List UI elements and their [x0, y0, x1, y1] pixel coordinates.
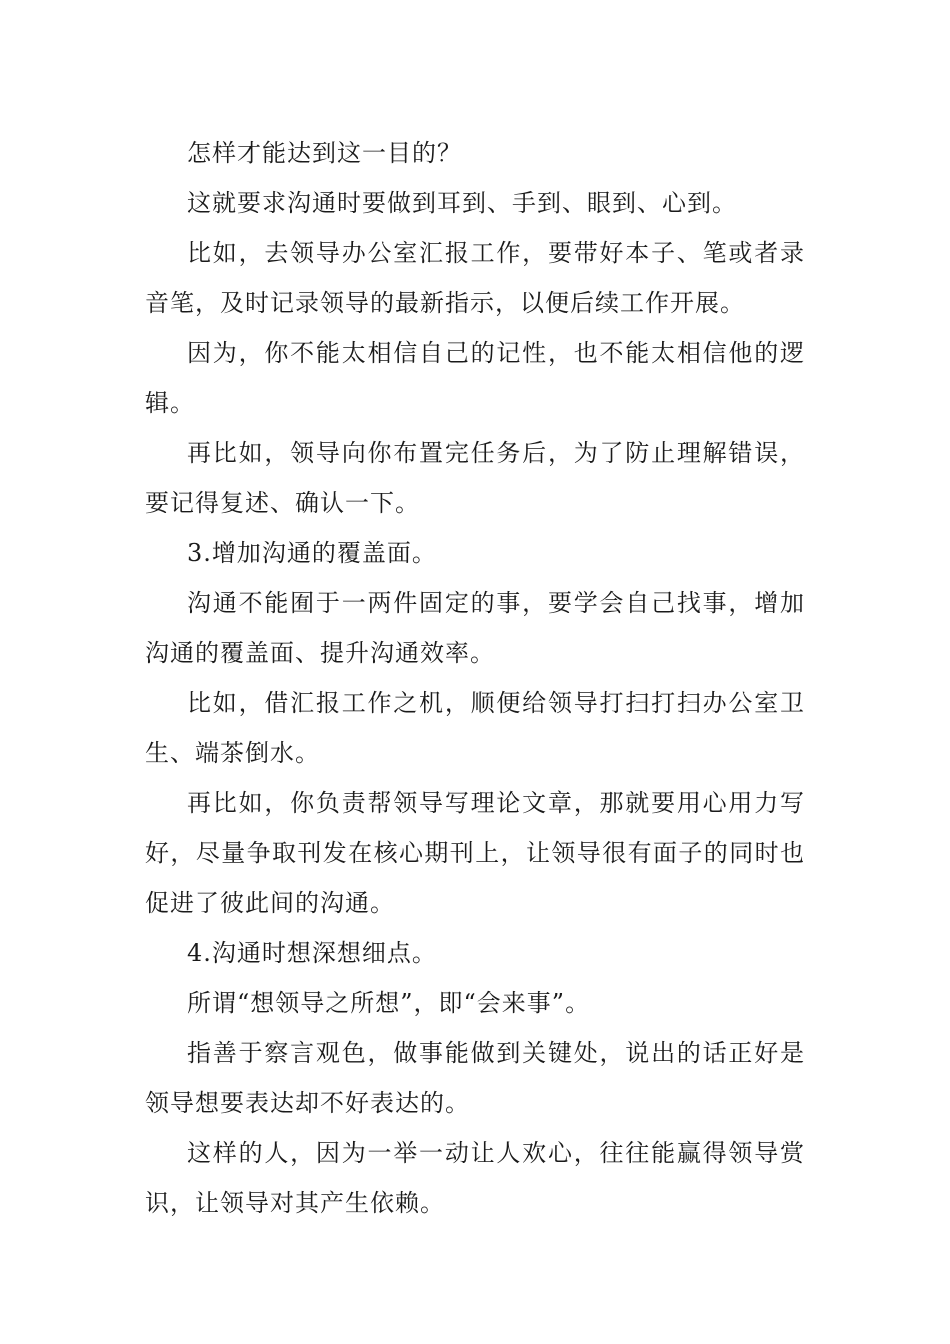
paragraph: 再比如，你负责帮领导写理论文章，那就要用心用力写好，尽量争取刊发在核心期刊上，让领导很有面子的同时也促进了彼此间的沟通。: [145, 789, 805, 917]
paragraph: 怎样才能达到这一目的？: [187, 139, 462, 167]
section-heading: 3.增加沟通的覆盖面。: [187, 539, 437, 567]
paragraph: 因为，你不能太相信自己的记性，也不能太相信他的逻辑。: [145, 339, 805, 417]
paragraph: 沟通不能囿于一两件固定的事，要学会自己找事，增加沟通的覆盖面、提升沟通效率。: [145, 589, 805, 667]
paragraph: 指善于察言观色，做事能做到关键处，说出的话正好是领导想要表达却不好表达的。: [145, 1039, 805, 1117]
paragraph: 再比如，领导向你布置完任务后，为了防止理解错误，要记得复述、确认一下。: [145, 439, 805, 517]
paragraph: 这样的人，因为一举一动让人欢心，往往能赢得领导赏识，让领导对其产生依赖。: [145, 1139, 805, 1217]
document-body: [145, 128, 805, 1228]
section-heading: 4.沟通时想深想细点。: [187, 939, 437, 967]
paragraph: 比如，借汇报工作之机，顺便给领导打扫打扫办公室卫生、端茶倒水。: [145, 689, 805, 767]
paragraph: 所谓“想领导之所想”，即“会来事”。: [187, 989, 591, 1017]
paragraph: 这就要求沟通时要做到耳到、手到、眼到、心到。: [187, 189, 737, 217]
paragraph: 比如，去领导办公室汇报工作，要带好本子、笔或者录音笔，及时记录领导的最新指示，以便后续工作开展。: [145, 239, 805, 317]
